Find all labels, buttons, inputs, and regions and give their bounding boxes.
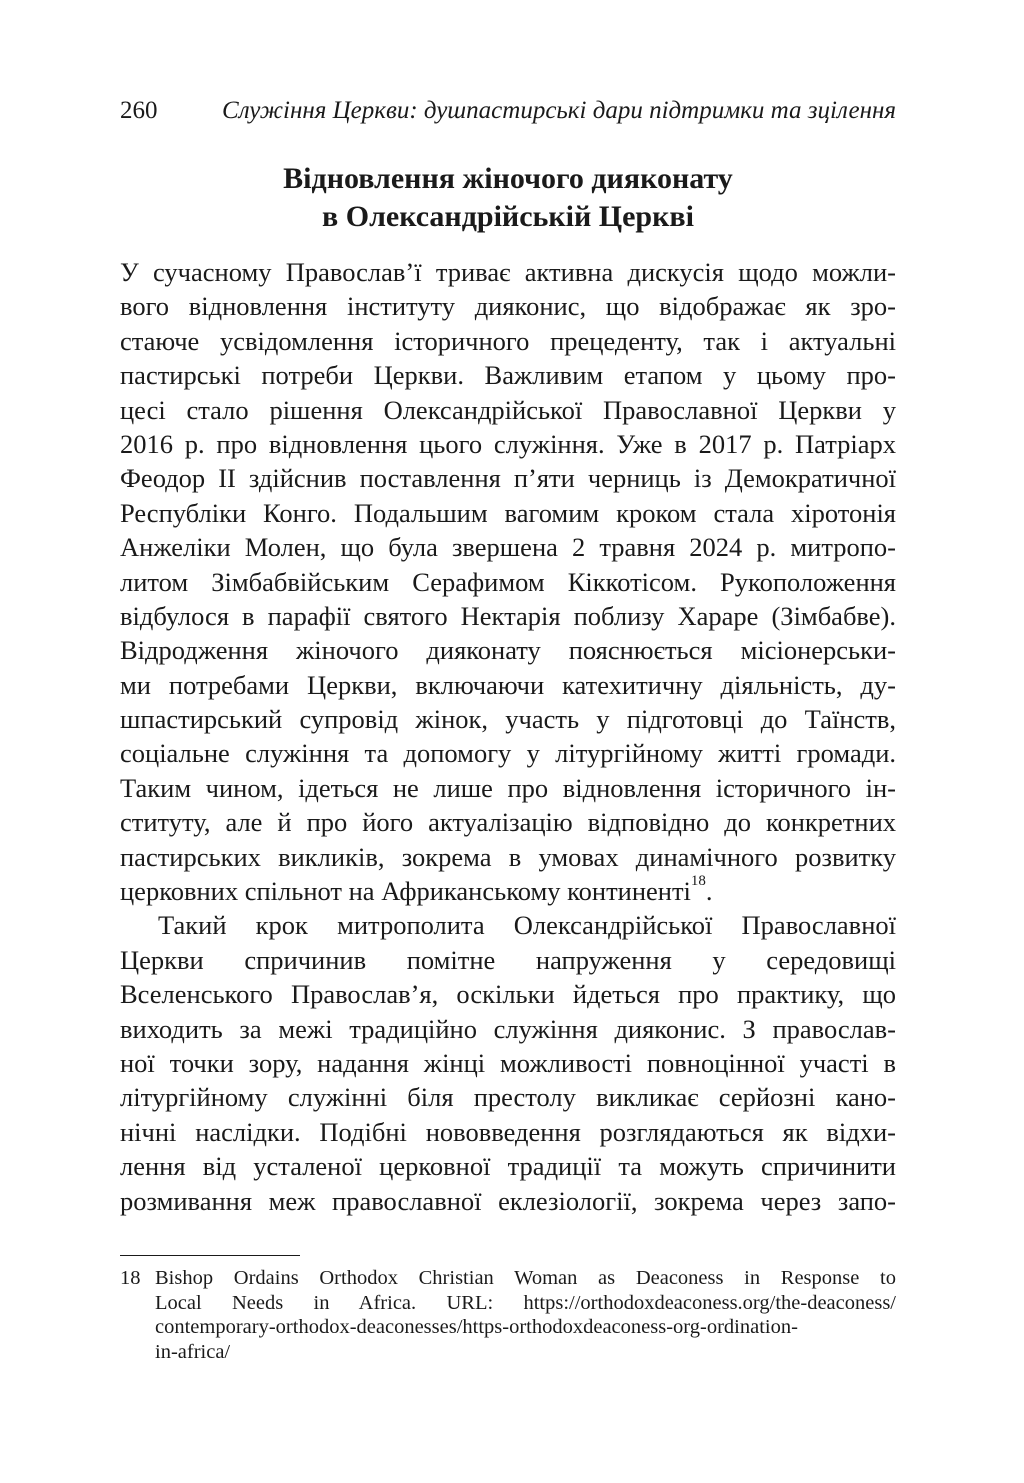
text-line-content: церковних спільнот на Африканському континенті	[120, 876, 691, 907]
text-line: літургійному служінні біля престолу викликає серйозні кано-	[120, 1082, 896, 1113]
footnote-divider	[120, 1255, 300, 1256]
text-line: стаюче усвідомлення історичного прецеденту, так і актуальні	[120, 325, 896, 356]
text-line: соціальне служіння та допомогу у літургійному житті громади.	[120, 738, 896, 769]
text-line	[120, 874, 896, 908]
text-line: пастирських викликів, зокрема в умовах динамічного розвитку	[120, 841, 896, 872]
text-line: 2016 р. про відновлення цього служіння. Уже в 2017 р. Патріарх	[120, 428, 896, 459]
footnote-number: 18	[120, 1267, 141, 1289]
text-line: Вселенського Православ’я, оскільки йдеться про практику, що	[120, 979, 896, 1010]
section-title-line: в Олександрійській Церкві	[322, 200, 694, 233]
body-text	[120, 255, 896, 1218]
text-line: Такий крок митрополита Олександрійської Православної	[158, 910, 896, 941]
text-line: пастирські потреби Церкви. Важливим етапом у цьому про-	[120, 360, 896, 391]
end-punctuation: .	[705, 876, 713, 907]
footnote-line[interactable]: contemporary-orthodox-deaconesses/https-orthodoxdeaconess-org-ordination-	[155, 1316, 798, 1339]
text-line: ної точки зору, надання жінці можливості повноцінної участі в	[120, 1047, 896, 1078]
section-title	[120, 160, 896, 236]
text-line: виходить за межі традиційно служіння дияконис. З православ-	[120, 1013, 896, 1044]
footnote	[120, 1266, 896, 1365]
text-line: Відродження жіночого дияконату пояснюється місіонерськи-	[120, 635, 896, 666]
paragraph	[120, 908, 896, 1218]
text-line: Феодор II здійснив поставлення п’яти черниць із Демократичної	[120, 463, 896, 494]
text-line: вого відновлення інституту дияконис, що відображає як зро-	[120, 291, 896, 322]
page-number: 260	[120, 97, 158, 124]
footnote-line: Bishop Ordains Orthodox Christian Woman as Deaconess in Response to	[155, 1267, 896, 1289]
running-title: Служіння Церкви: душпастирські дари підтримки та зцілення	[222, 97, 896, 124]
footnotes	[120, 1266, 896, 1365]
text-line: відбулося в парафії святого Нектарія поблизу Хараре (Зімбабве).	[120, 600, 896, 631]
text-line: Анжеліки Молен, що була звершена 2 травня 2024 р. митропо-	[120, 532, 896, 563]
text-line: Таким чином, ідеться не лише про відновлення історичного ін-	[120, 772, 896, 803]
text-line: литом Зімбабвійським Серафимом Кіккотісом. Рукоположення	[120, 566, 896, 597]
text-line: Республіки Конго. Подальшим вагомим кроком стала хіротонія	[120, 497, 896, 528]
footnote-line[interactable]: Local Needs in Africa. URL: https://orthodoxdeaconess.org/the-deaconess/	[155, 1291, 896, 1314]
text-line: ми потребами Церкви, включаючи катехитичну діяльність, ду-	[120, 669, 896, 700]
running-header	[120, 96, 896, 126]
footnote-reference[interactable]: 18	[690, 873, 706, 890]
text-line: ституту, але й про його актуалізацію відповідно до конкретних	[120, 807, 896, 838]
text-line: розмивання меж православної еклезіології, зокрема через запо-	[120, 1185, 896, 1216]
text-line: лення від усталеної церковної традиції та можуть спричинити	[120, 1151, 896, 1182]
text-line: шпастирський супровід жінок, участь у підготовці до Таїнств,	[120, 704, 896, 735]
text-line: цесі стало рішення Олександрійської Православної Церкви у	[120, 394, 896, 425]
section-title-line: Відновлення жіночого дияконату	[283, 162, 733, 195]
paragraph	[120, 255, 896, 908]
text-line: Церкви спричинив помітне напруження у середовищі	[120, 944, 896, 975]
text-line: У сучасному Православ’ї триває активна дискусія щодо можли-	[120, 257, 896, 287]
text-line: нічні наслідки. Подібні нововведення розглядаються як відхи-	[120, 1116, 896, 1147]
footnote-line[interactable]: in-africa/	[155, 1341, 231, 1364]
